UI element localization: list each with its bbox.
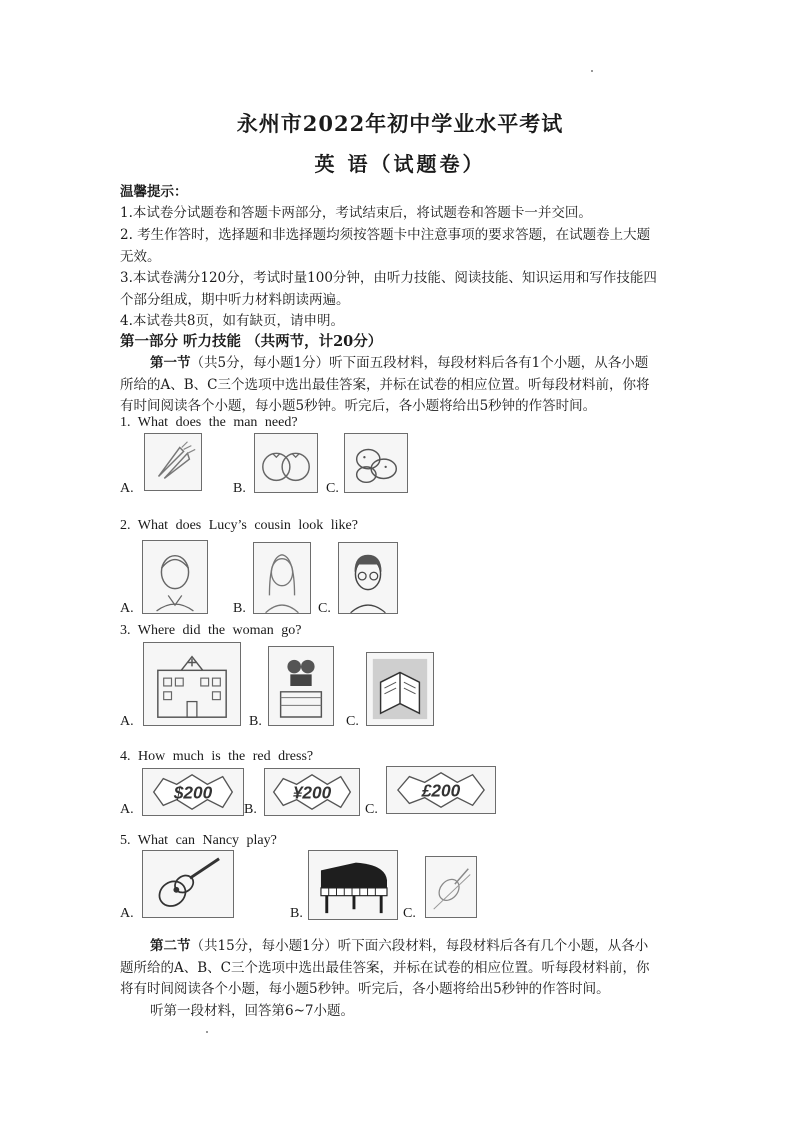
section2-label: 第二节 — [150, 938, 191, 954]
option-c[interactable]: C. — [318, 601, 331, 616]
option-a[interactable]: A. — [120, 481, 134, 496]
price-tag-pound — [386, 766, 496, 814]
option-b[interactable]: B. — [233, 601, 246, 616]
section1-label: 第一节 — [150, 355, 191, 371]
long-hair-person-icon — [253, 542, 311, 614]
section1-line — [150, 353, 648, 374]
tips-line: 4.本试卷共8页，如有缺页，请申明。 — [120, 313, 344, 329]
option-c[interactable]: C. — [403, 906, 416, 921]
carrots-icon — [144, 433, 202, 491]
option-b[interactable]: B. — [249, 714, 262, 729]
scan-speck — [591, 70, 593, 72]
option-a[interactable]: A. — [120, 802, 134, 817]
question-4: 4. How much is the red dress? — [120, 749, 314, 764]
price-tag-dollar — [142, 768, 244, 816]
tips-line: 个部分组成，期中听力材料朗读两遍。 — [120, 292, 350, 308]
part1-heading: 第一部分 听力技能 （共两节，计20分） — [120, 333, 383, 350]
option-a[interactable]: A. — [120, 601, 134, 616]
section2-line: 题所给的A、B、C三个选项中选出最佳答案，并标在试卷的相应位置。听每段材料前，你 — [120, 960, 650, 976]
section1-line: 所给的A、B、C三个选项中选出最佳答案，并标在试卷的相应位置。听每段材料前，你将 — [120, 377, 650, 393]
section2-line: 将有时间阅读各个小题，每小题5秒钟。听完后，各小题将给出5秒钟的作答时间。 — [120, 981, 610, 997]
cinema-icon — [268, 646, 334, 726]
tomatoes-icon — [254, 433, 318, 493]
question-2: 2. What does Lucy’s cousin look like? — [120, 518, 358, 533]
price-label: £200 — [421, 780, 461, 801]
question-3: 3. Where did the woman go? — [120, 623, 302, 638]
scan-speck — [206, 1031, 208, 1033]
section1-text: （共5分，每小题1分）听下面五段材料，每段材料后各有1个小题，从各小题 — [190, 355, 649, 371]
option-b[interactable]: B. — [290, 906, 303, 921]
section2-text: （共15分，每小题1分）听下面六段材料，每段材料后各有几个小题，从各小 — [190, 938, 649, 954]
tips-line: 3.本试卷满分120分，考试时量100分钟，由听力技能、阅读技能、知识运用和写作技能四 — [120, 270, 657, 286]
tips-line: 无效。 — [120, 249, 161, 265]
section2-line: 听第一段材料，回答第6~7小题。 — [150, 1003, 354, 1019]
option-b[interactable]: B. — [244, 802, 257, 817]
guitar-icon — [142, 850, 234, 918]
question-5: 5. What can Nancy play? — [120, 833, 277, 848]
potatoes-icon — [344, 433, 408, 493]
tips-line: 2. 考生作答时，选择题和非选择题均须按答题卡中注意事项的要求答题，在试题卷上大题 — [120, 227, 651, 243]
tips-heading: 温馨提示： — [120, 184, 188, 200]
price-tag-yuan — [264, 768, 360, 816]
exam-title: 永州市2022年初中学业水平考试 — [236, 111, 564, 136]
exam-subtitle: 英 语（试题卷） — [314, 152, 486, 176]
price-label: $200 — [173, 782, 213, 803]
option-c[interactable]: C. — [326, 481, 339, 496]
violin-icon — [425, 856, 477, 918]
option-b[interactable]: B. — [233, 481, 246, 496]
option-c[interactable]: C. — [365, 802, 378, 817]
option-a[interactable]: A. — [120, 906, 134, 921]
section2-line — [150, 936, 648, 957]
library-icon — [366, 652, 434, 726]
short-hair-person-icon — [142, 540, 208, 614]
option-a[interactable]: A. — [120, 714, 134, 729]
option-c[interactable]: C. — [346, 714, 359, 729]
piano-icon — [308, 850, 398, 920]
section1-line: 有时间阅读各个小题，每小题5秒钟。听完后，各小题将给出5秒钟的作答时间。 — [120, 398, 597, 414]
question-1: 1. What does the man need? — [120, 415, 298, 430]
tips-line: 1.本试卷分试题卷和答题卡两部分，考试结束后，将试题卷和答题卡一并交回。 — [120, 205, 592, 221]
hospital-icon — [143, 642, 241, 726]
price-label: ¥200 — [292, 782, 332, 803]
glasses-person-icon — [338, 542, 398, 614]
